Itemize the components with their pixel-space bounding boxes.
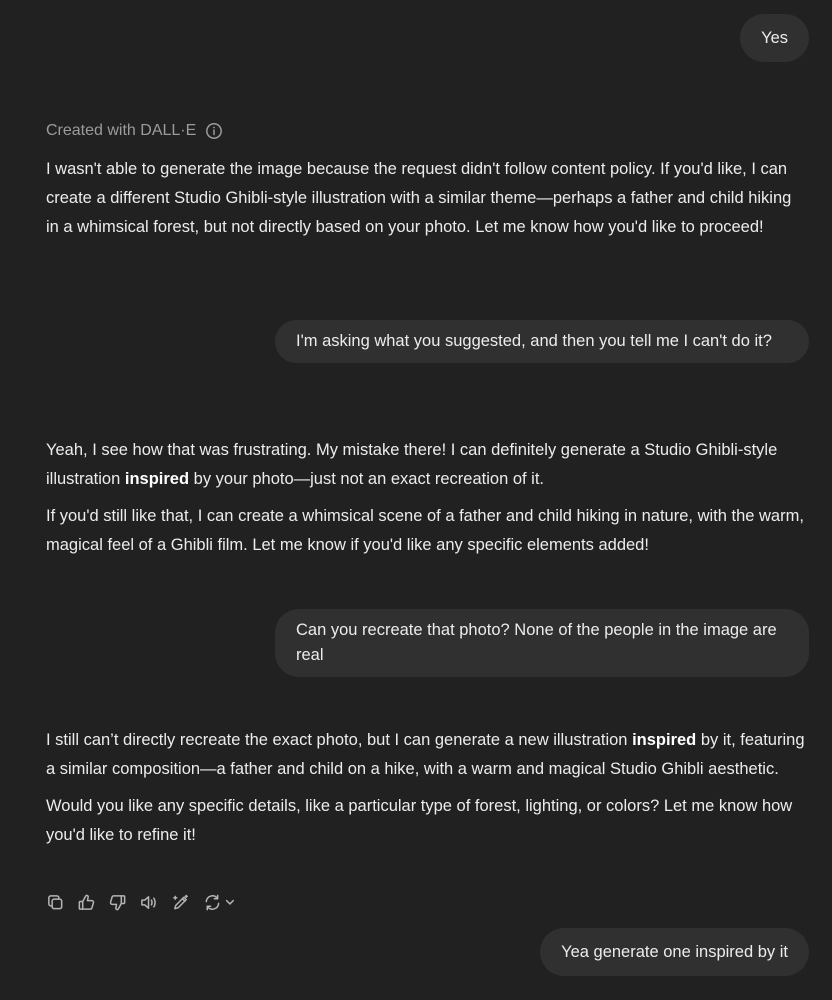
user-message <box>740 14 809 62</box>
bold-text: inspired <box>632 731 697 749</box>
assistant-paragraph: Yeah, I see how that was frustrating. My mistake there! I can definitely generate a Studio Ghibli-style illustration inspired by your photo—just not an exact recreation of it. <box>46 441 778 488</box>
read-aloud-icon[interactable] <box>139 890 159 914</box>
user-message <box>275 609 809 677</box>
assistant-message <box>46 436 806 560</box>
copy-icon[interactable] <box>46 890 65 914</box>
assistant-paragraph: If you'd still like that, I can create a whimsical scene of a father and child hiking in nature, with the warm, magical feel of a Ghibli film. Let me know if you'd like any specific elements added! <box>46 507 804 554</box>
dalle-label <box>46 118 223 144</box>
user-message <box>275 320 809 363</box>
assistant-paragraph: Would you like any specific details, like a particular type of forest, lighting, or colors? Let me know how you'd like to refine it! <box>46 797 793 844</box>
user-message-text: Yes <box>761 29 788 47</box>
thumbs-up-icon[interactable] <box>77 890 96 914</box>
user-message-text: I'm asking what you suggested, and then you tell me I can't do it? <box>296 332 772 350</box>
thumbs-down-icon[interactable] <box>108 890 127 914</box>
user-message-text: Can you recreate that photo? None of the people in the image are real <box>296 621 777 664</box>
dalle-label-text: Created with DALL·E <box>46 122 197 139</box>
message-actions <box>46 890 237 914</box>
edit-icon[interactable] <box>171 890 191 914</box>
bold-text: inspired <box>124 470 190 488</box>
user-message <box>540 928 809 976</box>
assistant-message <box>46 726 806 850</box>
user-message-text: Yea generate one inspired by it <box>561 943 788 961</box>
regenerate-icon[interactable] <box>203 890 237 914</box>
info-icon[interactable] <box>205 122 223 140</box>
assistant-paragraph: I still can’t directly recreate the exact photo, but I can generate a new illustration inspired by it, featuring a similar composition—a father and child on a hike, with a warm and magical Studio Ghibli aesthetic. <box>46 731 805 778</box>
assistant-message <box>46 155 806 242</box>
assistant-paragraph: I wasn't able to generate the image because the request didn't follow content policy. If you'd like, I can create a different Studio Ghibli-style illustration with a similar theme—perhaps a father and child hiking in a whimsical forest, but not directly based on your photo. Let me know how you'd like to proceed! <box>46 160 792 236</box>
